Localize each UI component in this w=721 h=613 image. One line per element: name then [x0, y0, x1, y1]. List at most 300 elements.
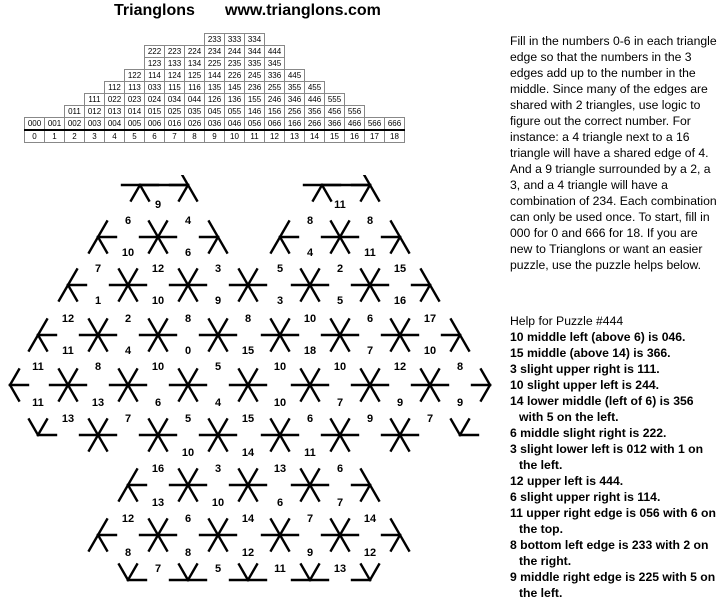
grid-edge[interactable] [248, 385, 257, 401]
grid-edge[interactable] [421, 369, 430, 385]
triangle-number: 3 [276, 294, 284, 307]
triangle-number: 4 [306, 246, 314, 259]
grid-edge[interactable] [340, 319, 349, 335]
grid-edge[interactable] [38, 419, 47, 435]
grid-edge[interactable] [400, 319, 409, 335]
grid-edge[interactable] [271, 335, 280, 351]
triangle-number: 14 [241, 446, 255, 459]
grid-edge[interactable] [310, 485, 319, 501]
grid-edge[interactable] [430, 285, 439, 301]
triangle-number: 14 [363, 512, 377, 525]
help-hint: 6 slight upper right is 114. [510, 490, 661, 504]
grid-edge[interactable] [179, 469, 188, 485]
grid-edge[interactable] [400, 535, 409, 551]
grid-edge[interactable] [248, 285, 257, 301]
grid-edge[interactable] [400, 335, 409, 351]
sum-cell: 8 [185, 130, 205, 143]
grid-edge[interactable] [218, 519, 227, 535]
combo-cell: 266 [305, 118, 325, 131]
grid-edge[interactable] [421, 385, 430, 401]
grid-edge[interactable] [59, 385, 68, 401]
combo-empty-cell [25, 34, 45, 46]
grid-edge[interactable] [218, 319, 227, 335]
grid-edge[interactable] [239, 385, 248, 401]
grid-edge[interactable] [188, 369, 197, 385]
combo-cell: 333 [225, 34, 245, 46]
grid-edge[interactable] [179, 175, 188, 185]
grid-edge[interactable] [179, 185, 188, 201]
grid-edge[interactable] [188, 185, 197, 201]
grid-edge[interactable] [391, 535, 400, 551]
grid-edge[interactable] [239, 285, 248, 301]
grid-edge[interactable] [89, 435, 98, 451]
combo-empty-cell [25, 58, 45, 70]
grid-edge[interactable] [68, 285, 77, 301]
grid-edge[interactable] [340, 519, 349, 535]
grid-edge[interactable] [179, 485, 188, 501]
triangle-number: 13 [151, 496, 165, 509]
grid-edge[interactable] [158, 221, 167, 237]
grid-edge[interactable] [400, 419, 409, 435]
grid-edge[interactable] [391, 237, 400, 253]
grid-edge[interactable] [361, 564, 370, 580]
combo-empty-cell [45, 82, 65, 94]
grid-edge[interactable] [370, 564, 379, 580]
grid-edge[interactable] [10, 385, 19, 401]
grid-edge[interactable] [370, 185, 379, 201]
triangle-number: 8 [124, 546, 132, 559]
combo-empty-cell [385, 34, 405, 46]
grid-edge[interactable] [179, 285, 188, 301]
triangle-number: 12 [241, 546, 255, 559]
triangle-number: 9 [366, 412, 374, 425]
grid-edge[interactable] [10, 369, 19, 385]
grid-edge[interactable] [239, 369, 248, 385]
combo-cell: 046 [225, 118, 245, 131]
grid-edge[interactable] [301, 285, 310, 301]
combo-cell: 136 [225, 94, 245, 106]
grid-edge[interactable] [361, 469, 370, 485]
grid-edge[interactable] [149, 535, 158, 551]
grid-edge[interactable] [239, 485, 248, 501]
grid-edge[interactable] [89, 535, 98, 551]
triangle-number: 8 [244, 312, 252, 325]
grid-edge[interactable] [271, 237, 280, 253]
grid-edge[interactable] [340, 535, 349, 551]
grid-edge[interactable] [158, 535, 167, 551]
triangle-number: 10 [151, 360, 165, 373]
grid-edge[interactable] [340, 419, 349, 435]
combo-cell: 012 [85, 106, 105, 118]
grid-edge[interactable] [38, 335, 47, 351]
combo-cell: 246 [265, 94, 285, 106]
grid-edge[interactable] [248, 564, 257, 580]
grid-edge[interactable] [331, 419, 340, 435]
grid-edge[interactable] [331, 221, 340, 237]
grid-edge[interactable] [301, 385, 310, 401]
grid-edge[interactable] [179, 385, 188, 401]
combo-empty-cell [185, 34, 205, 46]
combo-cell: 556 [345, 106, 365, 118]
grid-edge[interactable] [179, 564, 188, 580]
combo-cell: 113 [125, 82, 145, 94]
grid-edge[interactable] [188, 485, 197, 501]
grid-edge[interactable] [38, 319, 47, 335]
grid-edge[interactable] [209, 519, 218, 535]
triangle-number: 6 [336, 462, 344, 475]
combo-empty-cell [105, 46, 125, 58]
combo-cell: 225 [205, 58, 225, 70]
combo-empty-cell [85, 34, 105, 46]
combo-cell: 125 [185, 70, 205, 82]
grid-edge[interactable] [280, 221, 289, 237]
grid-edge[interactable] [391, 419, 400, 435]
grid-edge[interactable] [271, 435, 280, 451]
grid-edge[interactable] [271, 419, 280, 435]
combo-cell: 000 [25, 118, 45, 131]
triangle-number: 9 [396, 396, 404, 409]
grid-edge[interactable] [68, 269, 77, 285]
grid-edge[interactable] [149, 319, 158, 335]
triangle-number: 5 [214, 562, 222, 575]
grid-edge[interactable] [280, 319, 289, 335]
combo-empty-cell [345, 46, 365, 58]
grid-edge[interactable] [119, 485, 128, 501]
triangle-number: 7 [336, 396, 344, 409]
grid-edge[interactable] [340, 237, 349, 253]
grid-edge[interactable] [331, 519, 340, 535]
combo-cell: 066 [265, 118, 285, 131]
grid-edge[interactable] [119, 269, 128, 285]
grid-edge[interactable] [391, 435, 400, 451]
grid-edge[interactable] [209, 221, 218, 237]
grid-edge[interactable] [331, 335, 340, 351]
grid-edge[interactable] [29, 335, 38, 351]
grid-edge[interactable] [59, 369, 68, 385]
grid-edge[interactable] [400, 435, 409, 451]
grid-edge[interactable] [89, 237, 98, 253]
grid-edge[interactable] [209, 237, 218, 253]
grid-edge[interactable] [310, 469, 319, 485]
grid-edge[interactable] [209, 419, 218, 435]
sum-cell: 10 [225, 130, 245, 143]
grid-edge[interactable] [451, 335, 460, 351]
grid-edge[interactable] [119, 564, 128, 580]
grid-edge[interactable] [239, 564, 248, 580]
combo-cell: 001 [45, 118, 65, 131]
grid-edge[interactable] [331, 319, 340, 335]
grid-edge[interactable] [119, 369, 128, 385]
combo-empty-cell [65, 82, 85, 94]
grid-edge[interactable] [460, 335, 469, 351]
combo-cell: 445 [285, 70, 305, 82]
grid-edge[interactable] [451, 319, 460, 335]
grid-edge[interactable] [98, 419, 107, 435]
grid-edge[interactable] [218, 435, 227, 451]
triangle-number: 2 [124, 312, 132, 325]
site-url[interactable]: www.trianglons.com [225, 2, 381, 19]
grid-edge[interactable] [421, 285, 430, 301]
grid-edge[interactable] [218, 535, 227, 551]
triangle-number: 7 [306, 512, 314, 525]
grid-edge[interactable] [149, 419, 158, 435]
triangle-number: 16 [151, 462, 165, 475]
grid-edge[interactable] [239, 269, 248, 285]
combo-cell: 023 [125, 94, 145, 106]
combo-empty-cell [65, 58, 85, 70]
grid-edge[interactable] [248, 369, 257, 385]
grid-edge[interactable] [248, 485, 257, 501]
page-title: Trianglons [114, 2, 195, 19]
grid-edge[interactable] [361, 185, 370, 201]
grid-edge[interactable] [391, 519, 400, 535]
grid-edge[interactable] [451, 419, 460, 435]
grid-edge[interactable] [280, 519, 289, 535]
grid-edge[interactable] [248, 269, 257, 285]
triangle-number: 9 [456, 396, 464, 409]
grid-edge[interactable] [460, 419, 469, 435]
grid-edge[interactable] [98, 237, 107, 253]
grid-edge[interactable] [239, 469, 248, 485]
combo-cell: 345 [265, 58, 285, 70]
grid-edge[interactable] [188, 564, 197, 580]
combo-cell: 014 [125, 106, 145, 118]
grid-edge[interactable] [131, 185, 140, 201]
triangle-number: 15 [393, 262, 407, 275]
combo-empty-cell [25, 46, 45, 58]
grid-edge[interactable] [59, 285, 68, 301]
grid-edge[interactable] [149, 519, 158, 535]
grid-edge[interactable] [188, 469, 197, 485]
grid-edge[interactable] [301, 369, 310, 385]
grid-edge[interactable] [310, 369, 319, 385]
grid-edge[interactable] [98, 319, 107, 335]
grid-edge[interactable] [280, 419, 289, 435]
grid-edge[interactable] [68, 369, 77, 385]
grid-edge[interactable] [98, 221, 107, 237]
grid-edge[interactable] [128, 564, 137, 580]
grid-edge[interactable] [301, 485, 310, 501]
grid-edge[interactable] [310, 385, 319, 401]
combo-cell: 026 [185, 118, 205, 131]
combo-cell: 126 [205, 94, 225, 106]
grid-edge[interactable] [149, 335, 158, 351]
triangle-number: 10 [273, 360, 287, 373]
grid-edge[interactable] [179, 269, 188, 285]
grid-edge[interactable] [89, 419, 98, 435]
combo-cell: 133 [165, 58, 185, 70]
grid-edge[interactable] [271, 319, 280, 335]
grid-edge[interactable] [209, 535, 218, 551]
combo-cell: 156 [265, 106, 285, 118]
grid-edge[interactable] [128, 385, 137, 401]
grid-edge[interactable] [340, 435, 349, 451]
triangle-number: 12 [61, 312, 75, 325]
grid-edge[interactable] [361, 269, 370, 285]
grid-edge[interactable] [140, 185, 149, 201]
triangle-number: 15 [241, 412, 255, 425]
grid-edge[interactable] [218, 237, 227, 253]
grid-edge[interactable] [361, 369, 370, 385]
grid-edge[interactable] [188, 385, 197, 401]
grid-edge[interactable] [209, 435, 218, 451]
grid-edge[interactable] [149, 221, 158, 237]
grid-edge[interactable] [430, 385, 439, 401]
grid-edge[interactable] [370, 485, 379, 501]
combo-cell: 233 [205, 34, 225, 46]
grid-edge[interactable] [331, 435, 340, 451]
triangle-number: 9 [154, 198, 162, 211]
grid-edge[interactable] [98, 519, 107, 535]
grid-edge[interactable] [421, 269, 430, 285]
grid-edge[interactable] [179, 369, 188, 385]
grid-edge[interactable] [391, 319, 400, 335]
grid-edge[interactable] [89, 335, 98, 351]
grid-edge[interactable] [370, 385, 379, 401]
grid-edge[interactable] [361, 385, 370, 401]
combo-empty-cell [85, 70, 105, 82]
grid-edge[interactable] [158, 419, 167, 435]
grid-edge[interactable] [340, 221, 349, 237]
grid-edge[interactable] [29, 419, 38, 435]
sum-cell: 7 [165, 130, 185, 143]
combo-cell: 044 [185, 94, 205, 106]
grid-edge[interactable] [158, 335, 167, 351]
grid-edge[interactable] [370, 369, 379, 385]
triangle-number: 6 [366, 312, 374, 325]
grid-edge[interactable] [128, 469, 137, 485]
grid-edge[interactable] [158, 519, 167, 535]
grid-edge[interactable] [391, 335, 400, 351]
grid-edge[interactable] [98, 335, 107, 351]
triangle-number: 0 [184, 344, 192, 357]
triangle-number: 10 [303, 312, 317, 325]
grid-edge[interactable] [119, 285, 128, 301]
grid-edge[interactable] [119, 385, 128, 401]
grid-edge[interactable] [481, 385, 490, 401]
grid-edge[interactable] [218, 419, 227, 435]
grid-edge[interactable] [310, 269, 319, 285]
grid-edge[interactable] [361, 485, 370, 501]
grid-edge[interactable] [149, 237, 158, 253]
grid-edge[interactable] [301, 469, 310, 485]
triangle-number: 7 [94, 262, 102, 275]
combo-empty-cell [305, 34, 325, 46]
grid-edge[interactable] [128, 285, 137, 301]
grid-edge[interactable] [248, 469, 257, 485]
grid-edge[interactable] [391, 221, 400, 237]
grid-edge[interactable] [310, 285, 319, 301]
grid-edge[interactable] [89, 319, 98, 335]
grid-edge[interactable] [481, 369, 490, 385]
grid-edge[interactable] [128, 269, 137, 285]
combo-cell: 013 [105, 106, 125, 118]
triangle-number: 10 [181, 446, 195, 459]
grid-edge[interactable] [301, 564, 310, 580]
grid-edge[interactable] [280, 535, 289, 551]
grid-edge[interactable] [128, 485, 137, 501]
combo-cell: 056 [245, 118, 265, 131]
grid-edge[interactable] [340, 335, 349, 351]
grid-edge[interactable] [98, 535, 107, 551]
combo-cell: 025 [165, 106, 185, 118]
combo-empty-cell [125, 34, 145, 46]
combo-empty-cell [45, 34, 65, 46]
grid-edge[interactable] [313, 185, 322, 201]
combo-row [25, 94, 405, 106]
grid-edge[interactable] [310, 564, 319, 580]
triangle-number: 5 [214, 360, 222, 373]
help-hint: 15 middle (above 14) is 366. [510, 346, 671, 360]
grid-edge[interactable] [158, 319, 167, 335]
grid-edge[interactable] [218, 335, 227, 351]
combo-cell: 222 [145, 46, 165, 58]
combo-row [25, 58, 405, 70]
triangle-number: 7 [336, 496, 344, 509]
grid-edge[interactable] [128, 369, 137, 385]
combo-cell: 566 [365, 118, 385, 131]
grid-edge[interactable] [158, 435, 167, 451]
triangle-number: 7 [124, 412, 132, 425]
combo-empty-cell [105, 34, 125, 46]
grid-edge[interactable] [68, 385, 77, 401]
grid-edge[interactable] [331, 237, 340, 253]
combo-cell: 236 [245, 82, 265, 94]
grid-edge[interactable] [361, 175, 370, 185]
grid-edge[interactable] [280, 237, 289, 253]
sum-cell: 5 [125, 130, 145, 143]
grid-edge[interactable] [149, 435, 158, 451]
combo-cell: 366 [325, 118, 345, 131]
grid-edge[interactable] [400, 237, 409, 253]
combo-empty-cell [85, 46, 105, 58]
triangle-number: 14 [241, 512, 255, 525]
triangle-number: 12 [121, 512, 135, 525]
grid-edge[interactable] [158, 237, 167, 253]
combo-cell: 344 [245, 46, 265, 58]
grid-edge[interactable] [98, 435, 107, 451]
triangle-number: 4 [184, 214, 192, 227]
grid-edge[interactable] [301, 269, 310, 285]
help-hint: 10 slight upper left is 244. [510, 378, 660, 392]
grid-edge[interactable] [322, 185, 331, 201]
triangle-number: 10 [273, 396, 287, 409]
grid-edge[interactable] [370, 269, 379, 285]
combo-cell: 334 [245, 34, 265, 46]
grid-edge[interactable] [370, 285, 379, 301]
grid-edge[interactable] [209, 319, 218, 335]
grid-edge[interactable] [361, 285, 370, 301]
grid-edge[interactable] [280, 335, 289, 351]
grid-edge[interactable] [280, 435, 289, 451]
grid-edge[interactable] [331, 535, 340, 551]
grid-edge[interactable] [430, 369, 439, 385]
grid-edge[interactable] [188, 285, 197, 301]
grid-edge[interactable] [209, 335, 218, 351]
sum-cell: 3 [85, 130, 105, 143]
combo-empty-cell [25, 94, 45, 106]
combo-empty-cell [285, 46, 305, 58]
grid-edge[interactable] [188, 269, 197, 285]
combo-cell: 015 [145, 106, 165, 118]
triangle-number: 5 [336, 294, 344, 307]
combo-row [25, 106, 405, 118]
combo-empty-cell [385, 94, 405, 106]
triangle-number: 8 [184, 312, 192, 325]
grid-edge[interactable] [271, 535, 280, 551]
sum-cell: 12 [265, 130, 285, 143]
grid-edge[interactable] [271, 519, 280, 535]
